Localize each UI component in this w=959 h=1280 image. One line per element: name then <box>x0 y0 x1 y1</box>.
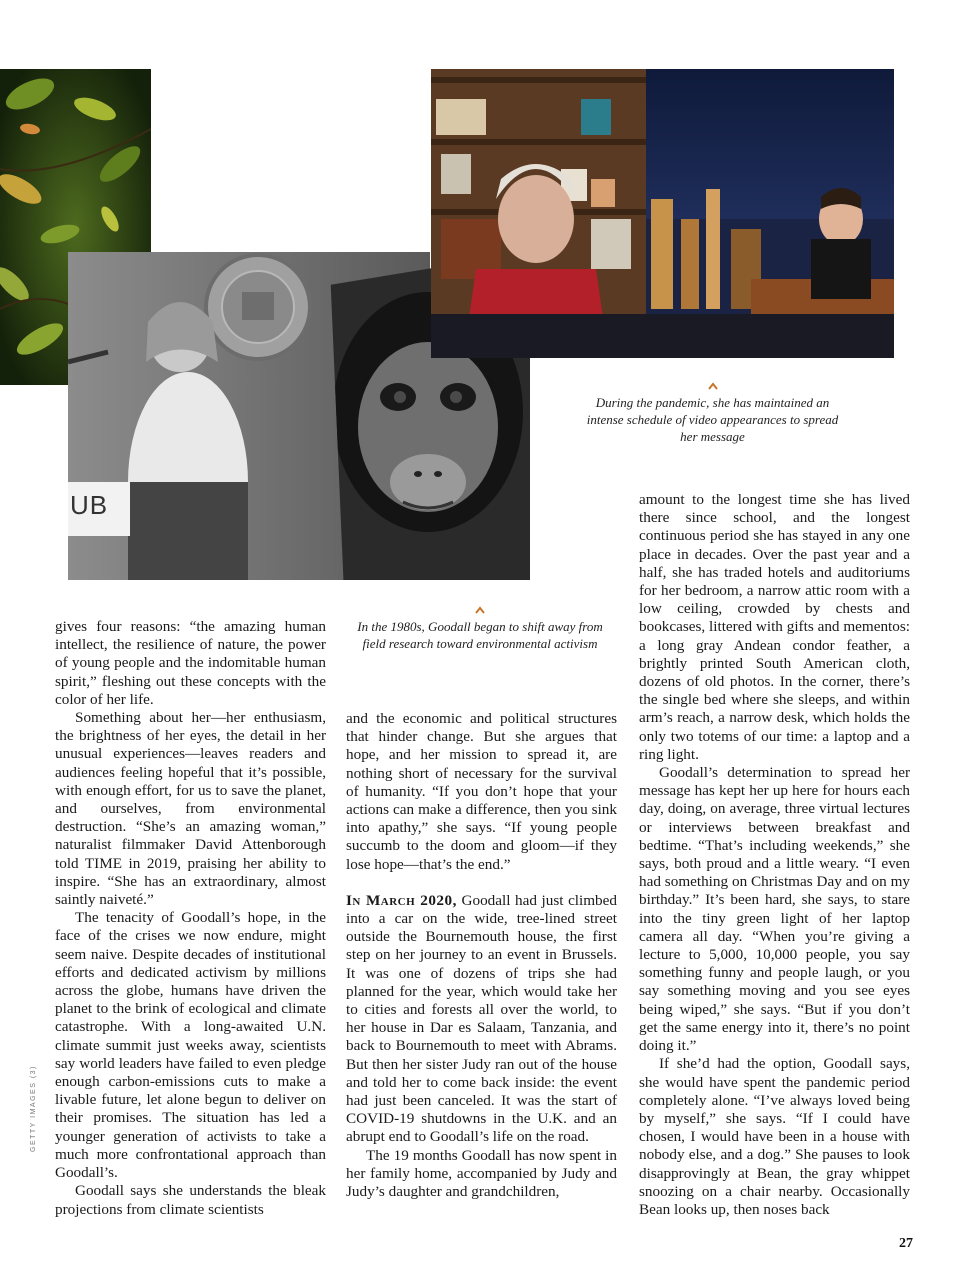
paragraph: If she’d had the option, Goodall says, she would have spent the pandemic period completely alone. “I’ve always loved being by myself,” she says. “If I could have chosen, I would have been in a house with nobody else, and a dog.” She pauses to look disapprovingly at Bean, the gray whippet snoozing on a chair nearby. Occasionally Bean looks up, then noses back <box>639 1055 910 1218</box>
pandemic-caption <box>585 380 840 445</box>
article-column-3 <box>639 491 910 1219</box>
paragraph: The 19 months Goodall has now spent in her family home, accompanied by Judy and Judy’s daughter and grandchildren, <box>346 1146 617 1201</box>
article-column-2 <box>346 710 617 1201</box>
paragraph: gives four reasons: “the amazing human intellect, the resilience of nature, the power of young people and the indomitable human spirit,” fleshing out these concepts with the color of her life. <box>55 618 326 708</box>
paragraph: Goodall’s determination to spread her message has kept her up here for hours each day, doing, on average, three virtual lectures or interviews between breakfast and bedtime. “That’s including weekends,” she says, both proud and a little weary. “I even had something on Christmas Day and on my birthday.” It’s been hard, she says, to stare into the tiny green light of her laptop camera all day. “When you’re giving a lecture to 5,000, 10,000 people, you say something funny and people laugh, or you say something moving and you see eyes being wiped,” she says. “But if you don’t get the same energy into it, there’s no point doing it.” <box>639 764 910 1055</box>
page-number: 27 <box>899 1236 913 1251</box>
article-column-1 <box>55 618 326 1219</box>
paragraph: The tenacity of Goodall’s hope, in the face of the crises we now endure, might seem naive. Despite decades of institutional efforts and dedicated activism by millions across the globe, humans have driven the planet to the brink of ecological and climate catastrophe. With a long-awaited U.N. climate summit just weeks away, scientists say world leaders have failed to even pledge enough carbon-emissions cuts to make a livable future, let alone begun to deliver on their promises. The situation has led a younger generation of activists to take a much more confrontational approach than Goodall’s. <box>55 909 326 1182</box>
section-paragraph <box>346 892 617 1147</box>
caret-up-icon <box>707 380 719 392</box>
tv-show-photo <box>431 69 894 358</box>
paragraph: and the economic and political structures that hinder change. But she argues that hope, and her mission to spread it, are nothing short of necessary for the survival of humanity. “If you don’t hope that your actions can make a difference, then you sink into apathy,” she says. “If young people succumb to the doom and gloom—if they lose hope—that’s the end.” <box>346 710 617 873</box>
eighties-caption-text: In the 1980s, Goodall began to shift away from field research toward environmental activism <box>357 619 603 651</box>
section-lead-in: In March 2020, <box>346 891 457 909</box>
eighties-caption <box>355 604 605 652</box>
paragraph: Goodall says she understands the bleak projections from climate scientists <box>55 1182 326 1218</box>
paragraph: amount to the longest time she has lived there since school, and the longest continuous period she has stayed in any one place in decades. Over the past year and a half, she has traded hotels and auditoriums for her bedroom, a narrow attic room with a low ceiling, crowded by chests and bookcases, littered with gifts and mementos: a long gray Andean condor feather, a brightly printed South American cloth, dozens of old photos. In the corner, there’s the single bed where she sleeps, and within arm’s reach, a narrow desk, which holds the only two totems of our time: a laptop and a ring light. <box>639 491 910 763</box>
photo-credit: GETTY IMAGES (3) <box>30 1065 37 1152</box>
paragraph: Something about her—her enthusiasm, the brightness of her eyes, the detail in her unusual experiences—leaves readers and audiences feeling hopeful that it’s possible, with enough effort, for us to save the planet, and ourselves, from environmental destruction. “She’s an amazing woman,” naturalist filmmaker David Attenborough told TIME in 2019, praising her ability to inspire. “She has an extraordinary, almost saintly naiveté.” <box>55 709 326 909</box>
pandemic-caption-text: During the pandemic, she has maintained an intense schedule of video appearances to spread her message <box>586 395 839 444</box>
podium-sign: UB <box>70 490 109 520</box>
section-text: Goodall had just climbed into a car on the wide, tree-lined street outside the Bournemouth house, the first step on her journey to an event in Brussels. It was one of dozens of trips she had planned for the year, which would take her to cities and forests all over the world, to her house in Dar es Salaam, Tanzania, and back to Bournemouth to meet with Abrams. But then her sister Judy ran out of the house and told her to come back inside: the event had just been canceled. It was the start of COVID-19 shutdowns in the U.K. and an abrupt end to Goodall’s life on the road. <box>346 891 617 1146</box>
caret-up-icon <box>474 604 486 616</box>
